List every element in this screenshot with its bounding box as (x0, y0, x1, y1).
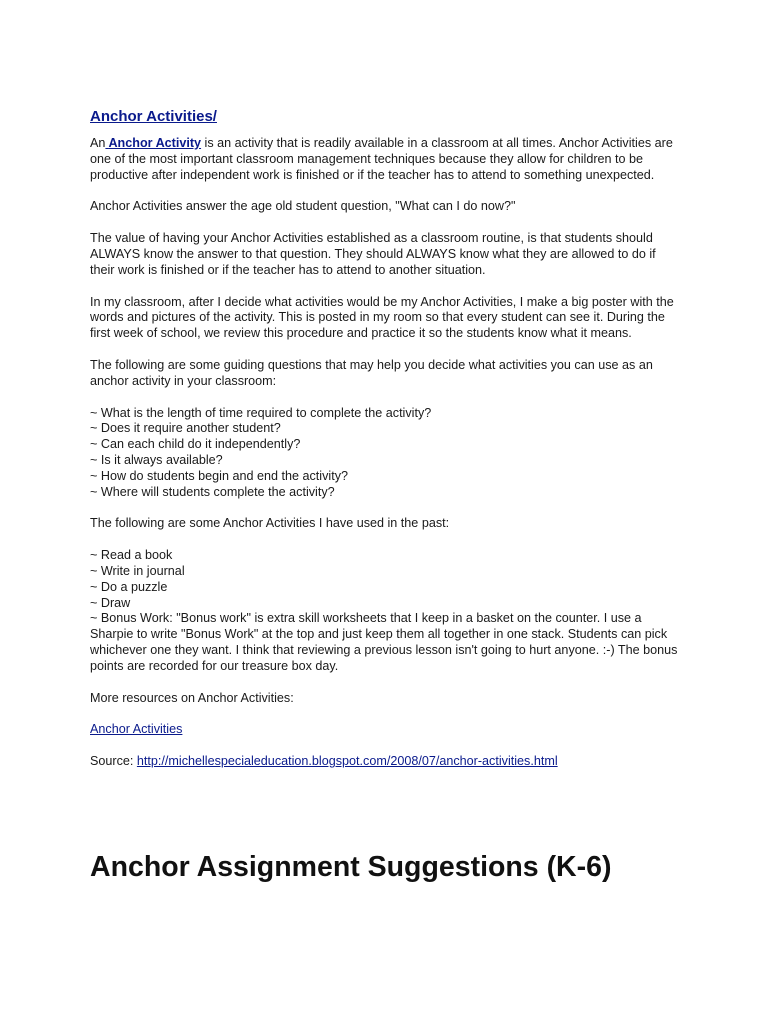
document-body (90, 108, 680, 786)
intro-rest: is an activity that is readily available in a classroom at all times. Anchor Activities are one of the most important classroom management techniques because they allow for children to be productive after independent work is finished or if the teacher has to attend to something unexpected. (90, 136, 673, 182)
list-item: ~ Draw (90, 595, 131, 610)
list-item: ~ Do a puzzle (90, 579, 168, 594)
intro-paragraph (90, 136, 680, 183)
paragraph-activities-intro: The following are some Anchor Activities I have used in the past: (90, 516, 450, 531)
list-item: ~ Is it always available? (90, 452, 223, 467)
list-item: ~ Can each child do it independently? (90, 437, 301, 452)
resource-paragraph (90, 722, 680, 738)
source-url-link[interactable]: http://michellespecialeducation.blogspot.com/2008/07/anchor-activities.html (136, 754, 558, 769)
paragraph-question: Anchor Activities answer the age old student question, "What can I do now?" (90, 199, 516, 214)
list-item: ~ What is the length of time required to complete the activity? (90, 405, 432, 420)
list-item: ~ Write in journal (90, 563, 185, 578)
list-item: ~ Where will students complete the activity? (90, 484, 335, 499)
source-label: Source: (90, 754, 137, 769)
paragraph-classroom: In my classroom, after I decide what activities would be my Anchor Activities, I make a big poster with the words and pictures of the activity. This is posted in my room so that every student can see it. During the first week of school, we review this procedure and practice it so the students know what it means. (90, 294, 674, 341)
activities-list (90, 548, 680, 674)
intro-prefix: An (90, 136, 106, 150)
list-item: ~ Does it require another student? (90, 421, 281, 436)
list-item: ~ Read a book (90, 548, 173, 563)
paragraph-value: The value of having your Anchor Activities established as a classroom routine, is that students should ALWAYS know the answer to that question. They should ALWAYS know what they are allowed to do if their work is finished or if the teacher has to attend to another situation. (90, 231, 656, 277)
paragraph-guiding-intro: The following are some guiding questions that may help you decide what activities you can use as an anchor activity in your classroom: (90, 357, 653, 388)
section-title-link[interactable]: Anchor Activities/ (90, 108, 217, 125)
list-item: ~ How do students begin and end the activity? (90, 468, 348, 483)
more-resources-label: More resources on Anchor Activities: (90, 690, 294, 705)
list-item: ~ Bonus Work: "Bonus work" is extra skill worksheets that I keep in a basket on the counter. I use a Sharpie to write "Bonus Work" at the top and just keep them all together in one stack. Students can pick whichever one they want. I think that reviewing a previous lesson isn't going to hurt anyone. :-) The bonus points are recorded for our treasure box day. (90, 611, 678, 673)
anchor-activity-link-text[interactable]: Anchor Activity (108, 136, 202, 150)
source-paragraph (90, 754, 680, 770)
next-section-heading: Anchor Assignment Suggestions (K-6) (90, 851, 612, 883)
guiding-questions-list (90, 406, 680, 501)
anchor-activity-link[interactable] (105, 136, 201, 150)
anchor-activities-resource-link[interactable]: Anchor Activities (90, 722, 183, 737)
